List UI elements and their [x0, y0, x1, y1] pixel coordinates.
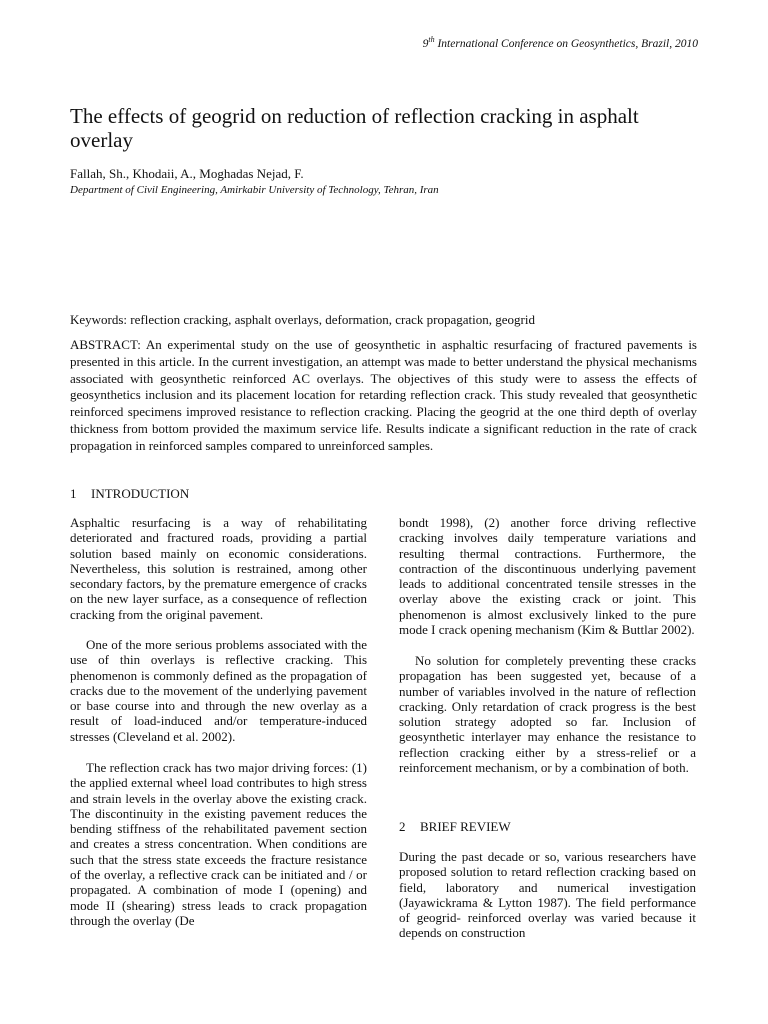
- intro-paragraph-4: bondt 1998), (2) another force driving reflective cracking involves daily temperature variations and resulting thermal contractions. Furthermore, the contraction of the discontinuous underlying pavement leads to additional concentrated tensile stresses in the overlay above the existing crack or joint. This phenomenon is almost exclusively linked to the pure mode I crack opening mechanism (Kim & Buttlar 2002).: [399, 515, 696, 638]
- section-number: 1: [70, 486, 77, 501]
- keywords: Keywords: reflection cracking, asphalt overlays, deformation, crack propagation, geogrid: [70, 312, 535, 327]
- authors: Fallah, Sh., Khodaii, A., Moghadas Nejad, F.: [70, 166, 304, 181]
- section-title: INTRODUCTION: [91, 486, 190, 501]
- section-heading-brief-review: [399, 819, 511, 835]
- edition-number: 9: [422, 37, 429, 50]
- section-heading-introduction: [70, 486, 189, 502]
- intro-paragraph-5: No solution for completely preventing these cracks propagation has been suggested yet, because of a number of variables involved in the nature of reflection cracking. Only retardation of crack progress is the best solution strategy adopted so far. Inclusion of geosynthetic interlayer may enhance the resistance to reflection cracking either by a stress-relief or a reinforcement mechanism, or by a combination of both.: [399, 653, 696, 776]
- paper-title: The effects of geogrid on reduction of reflection cracking in asphalt overlay: [70, 104, 639, 152]
- conference-name: International Conference on Geosynthetics, Brazil, 2010: [437, 37, 698, 50]
- conference-header: [423, 35, 698, 50]
- intro-paragraph-3: The reflection crack has two major driving forces: (1) the applied external wheel load contributes to high stress and strain levels in the overlay above the existing crack. The discontinuity in the existing pavement reduces the bending stiffness of the rehabilitated pavement section and creates a stress concentration. When conditions are such that the stress state exceeds the fracture resistance of the overlay, a reflective crack can be initiated and / or propagated. A combination of mode I (opening) and mode II (shearing) stress leads to crack propagation through the overlay (De: [70, 760, 367, 928]
- section-title: BRIEF REVIEW: [420, 819, 511, 834]
- intro-paragraph-1: Asphaltic resurfacing is a way of rehabilitating deteriorated and fractured roads, providing a partial solution based mainly on economic considerations. Nevertheless, this solution is restrained, among other secondary factors, by the premature emergence of cracks on the new layer surface, as a consequence of reflection cracking from the original pavement.: [70, 515, 367, 622]
- affiliation: Department of Civil Engineering, Amirkabir University of Technology, Tehran, Iran: [70, 184, 439, 196]
- intro-paragraph-2: One of the more serious problems associated with the use of thin overlays is reflective cracking. This phenomenon is commonly defined as the propagation of cracks due to the movement of the underlying pavement or base course into and through the new overlay as a result of load-induced and/or temperature-induced stresses (Cleveland et al. 2002).: [70, 637, 367, 744]
- section-number: 2: [399, 819, 406, 834]
- review-paragraph-1: During the past decade or so, various researchers have proposed solution to retard reflection cracking based on field, laboratory and numerical investigation (Jayawickrama & Lytton 1987). The field performance of geogrid- reinforced overlay was varied because it depends on construction: [399, 849, 696, 941]
- abstract: ABSTRACT: An experimental study on the use of geosynthetic in asphaltic resurfacing of fractured pavements is presented in this article. In the current investigation, an attempt was made to better understand the physical mechanisms associated with geosynthetic reinforced AC overlays. The objectives of this study were to assess the effects of geosynthetics inclusion and its placement location for retarding reflection crack. This study revealed that geosynthetic reinforced specimens improved resistance to reflection cracking. Placing the geogrid at the one third depth of overlay thickness from bottom provided the maximum service life. Results indicate a significant reduction in the rate of crack propagation in reinforced samples compared to unreinforced samples.: [70, 337, 697, 453]
- edition-suffix: th: [428, 35, 435, 44]
